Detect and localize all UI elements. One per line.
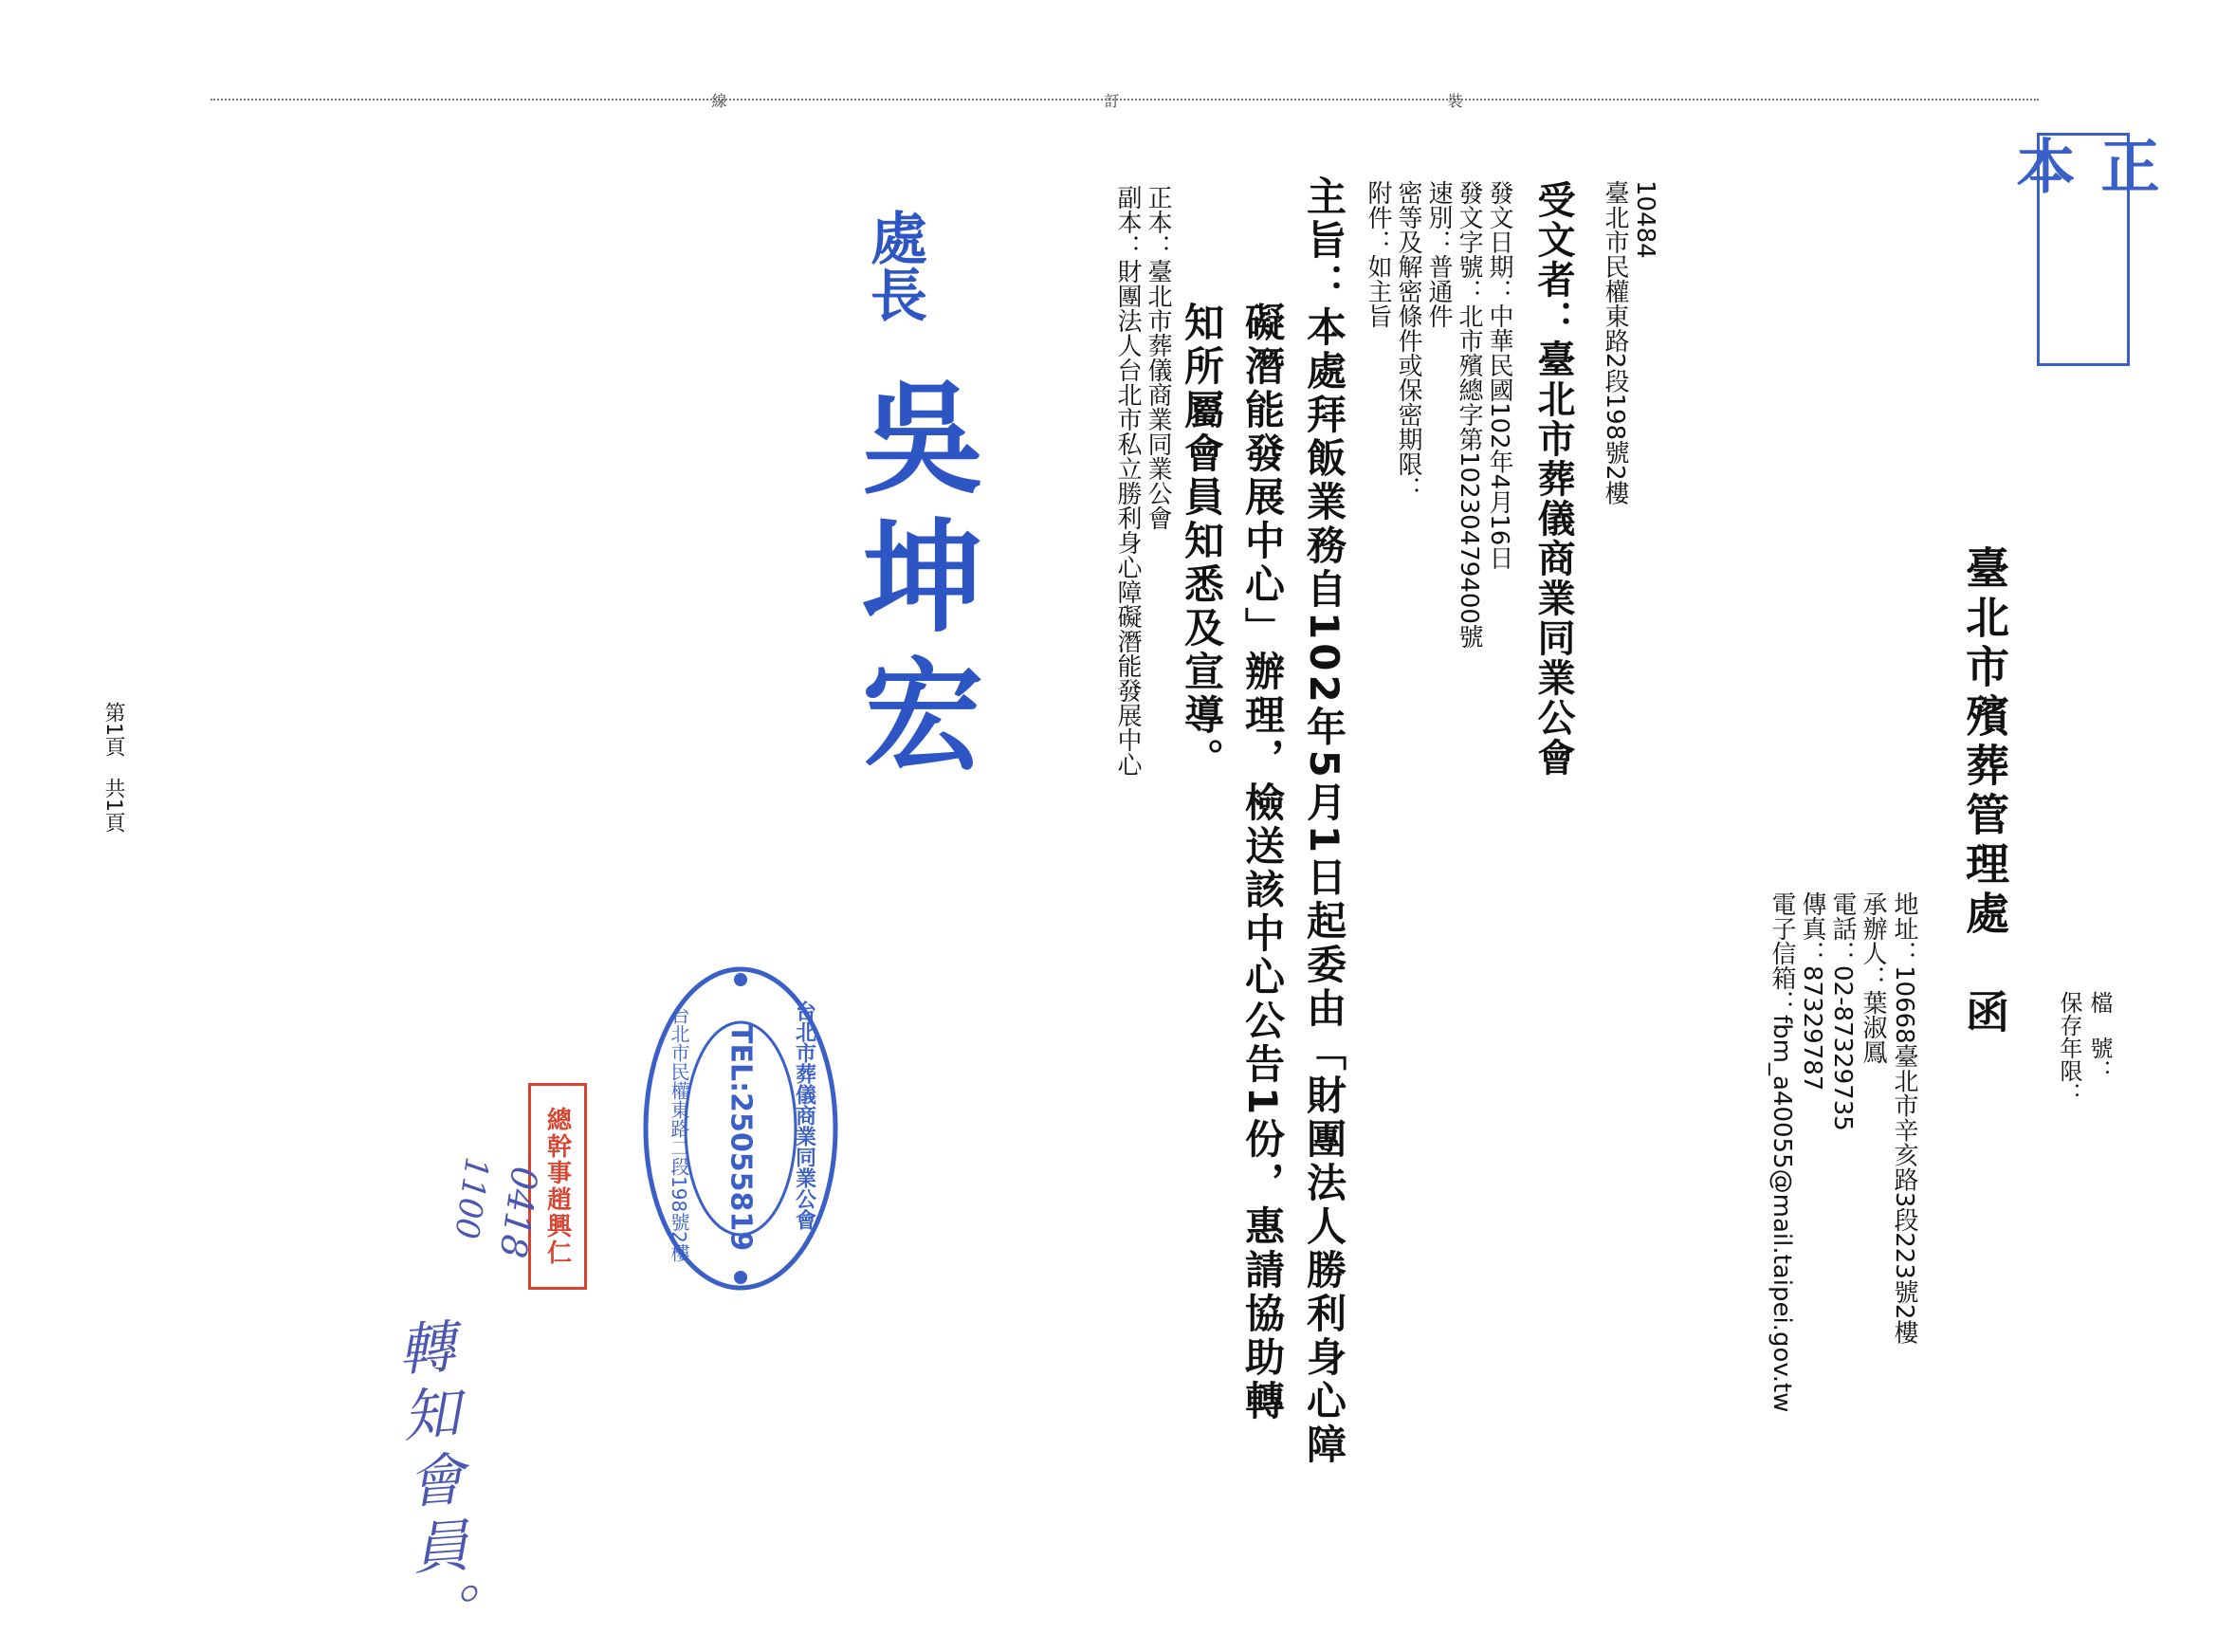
contact-fax: 傳真：87329787 (1798, 891, 1826, 1092)
contact-email: 電子信箱：fbm_a40055@mail.taipei.gov.tw (1768, 891, 1796, 1413)
binding-fold-line (211, 99, 2039, 101)
handwritten-note: 轉知會員。 (386, 1315, 477, 1652)
attachment: 附件：如主旨 (1364, 180, 1392, 328)
retention-label: 保存年限： (2056, 991, 2082, 1105)
original-copy-stamp-text: 正 本 (2006, 136, 2160, 227)
subject-line-1: 主旨：本處拜飯業務自102年5月1日起委由「財團法人勝利身心障 (1301, 175, 1347, 1468)
recipient-address: 臺北市民權東路2段198號2樓 (1601, 180, 1629, 505)
recipient-line: 受文者：臺北市葬儀商業同業公會 (1531, 180, 1575, 778)
signature-name: 吳坤宏 (841, 375, 983, 790)
fold-mark-1: 裝 (1445, 93, 1463, 108)
seal-address-text: 台北市民權東路二段198號2樓 (668, 1005, 690, 1262)
contact-handler: 承辦人：葉淑鳳 (1859, 891, 1887, 1064)
delivery-speed: 速別：普通件 (1424, 180, 1453, 328)
original-copy-stamp (2006, 133, 2160, 366)
distribution-original: 正本：臺北市葬儀商業同業公會 (1144, 185, 1172, 530)
seal-flower-icon (734, 1271, 747, 1284)
file-number-label: 檔 號： (2086, 991, 2113, 1082)
dispatch-date: 發文日期：中華民國102年4月16日 (1485, 180, 1513, 571)
secrecy-level: 密等及解密條件或保密期限： (1394, 180, 1422, 501)
fold-mark-3: 線 (709, 93, 727, 108)
secretary-general-stamp-text: 總幹事趙興仁 (542, 1107, 572, 1266)
fold-mark-2: 訂 (1102, 93, 1120, 108)
distribution-copy: 副本：財團法人台北市私立勝利身心障礙潛能發展中心 (1113, 185, 1142, 777)
recipient-postal-code: 10484 (1631, 180, 1659, 259)
page-footer: 第1頁 共1頁 (101, 702, 125, 833)
seal-flower-icon (734, 973, 747, 986)
signature-title: 處長 (861, 209, 927, 322)
seal-tel-text: TEL:25055819 (724, 1024, 758, 1252)
seal-name-text: 台北市葬儀商業同業公會 (792, 1000, 816, 1230)
contact-phone: 電話：02-87329735 (1828, 891, 1857, 1131)
handwritten-date: 0418 (491, 1164, 546, 1261)
handwritten-number: 1100 (447, 1154, 496, 1241)
agency-title: 臺北市殯葬管理處 函 (1959, 545, 2010, 1038)
contact-address: 地址：10668臺北市辛亥路3段223號2樓 (1890, 891, 1918, 1345)
subject-line-3: 知所屬會員知悉及宣導。 (1179, 302, 1225, 781)
document-number: 發文字號：北市殯總字第10230479400號 (1455, 180, 1483, 649)
association-seal (641, 963, 840, 1294)
subject-line-2: 礙潛能發展中心」辦理，檢送該中心公告1份，惠請協助轉 (1239, 302, 1286, 1424)
